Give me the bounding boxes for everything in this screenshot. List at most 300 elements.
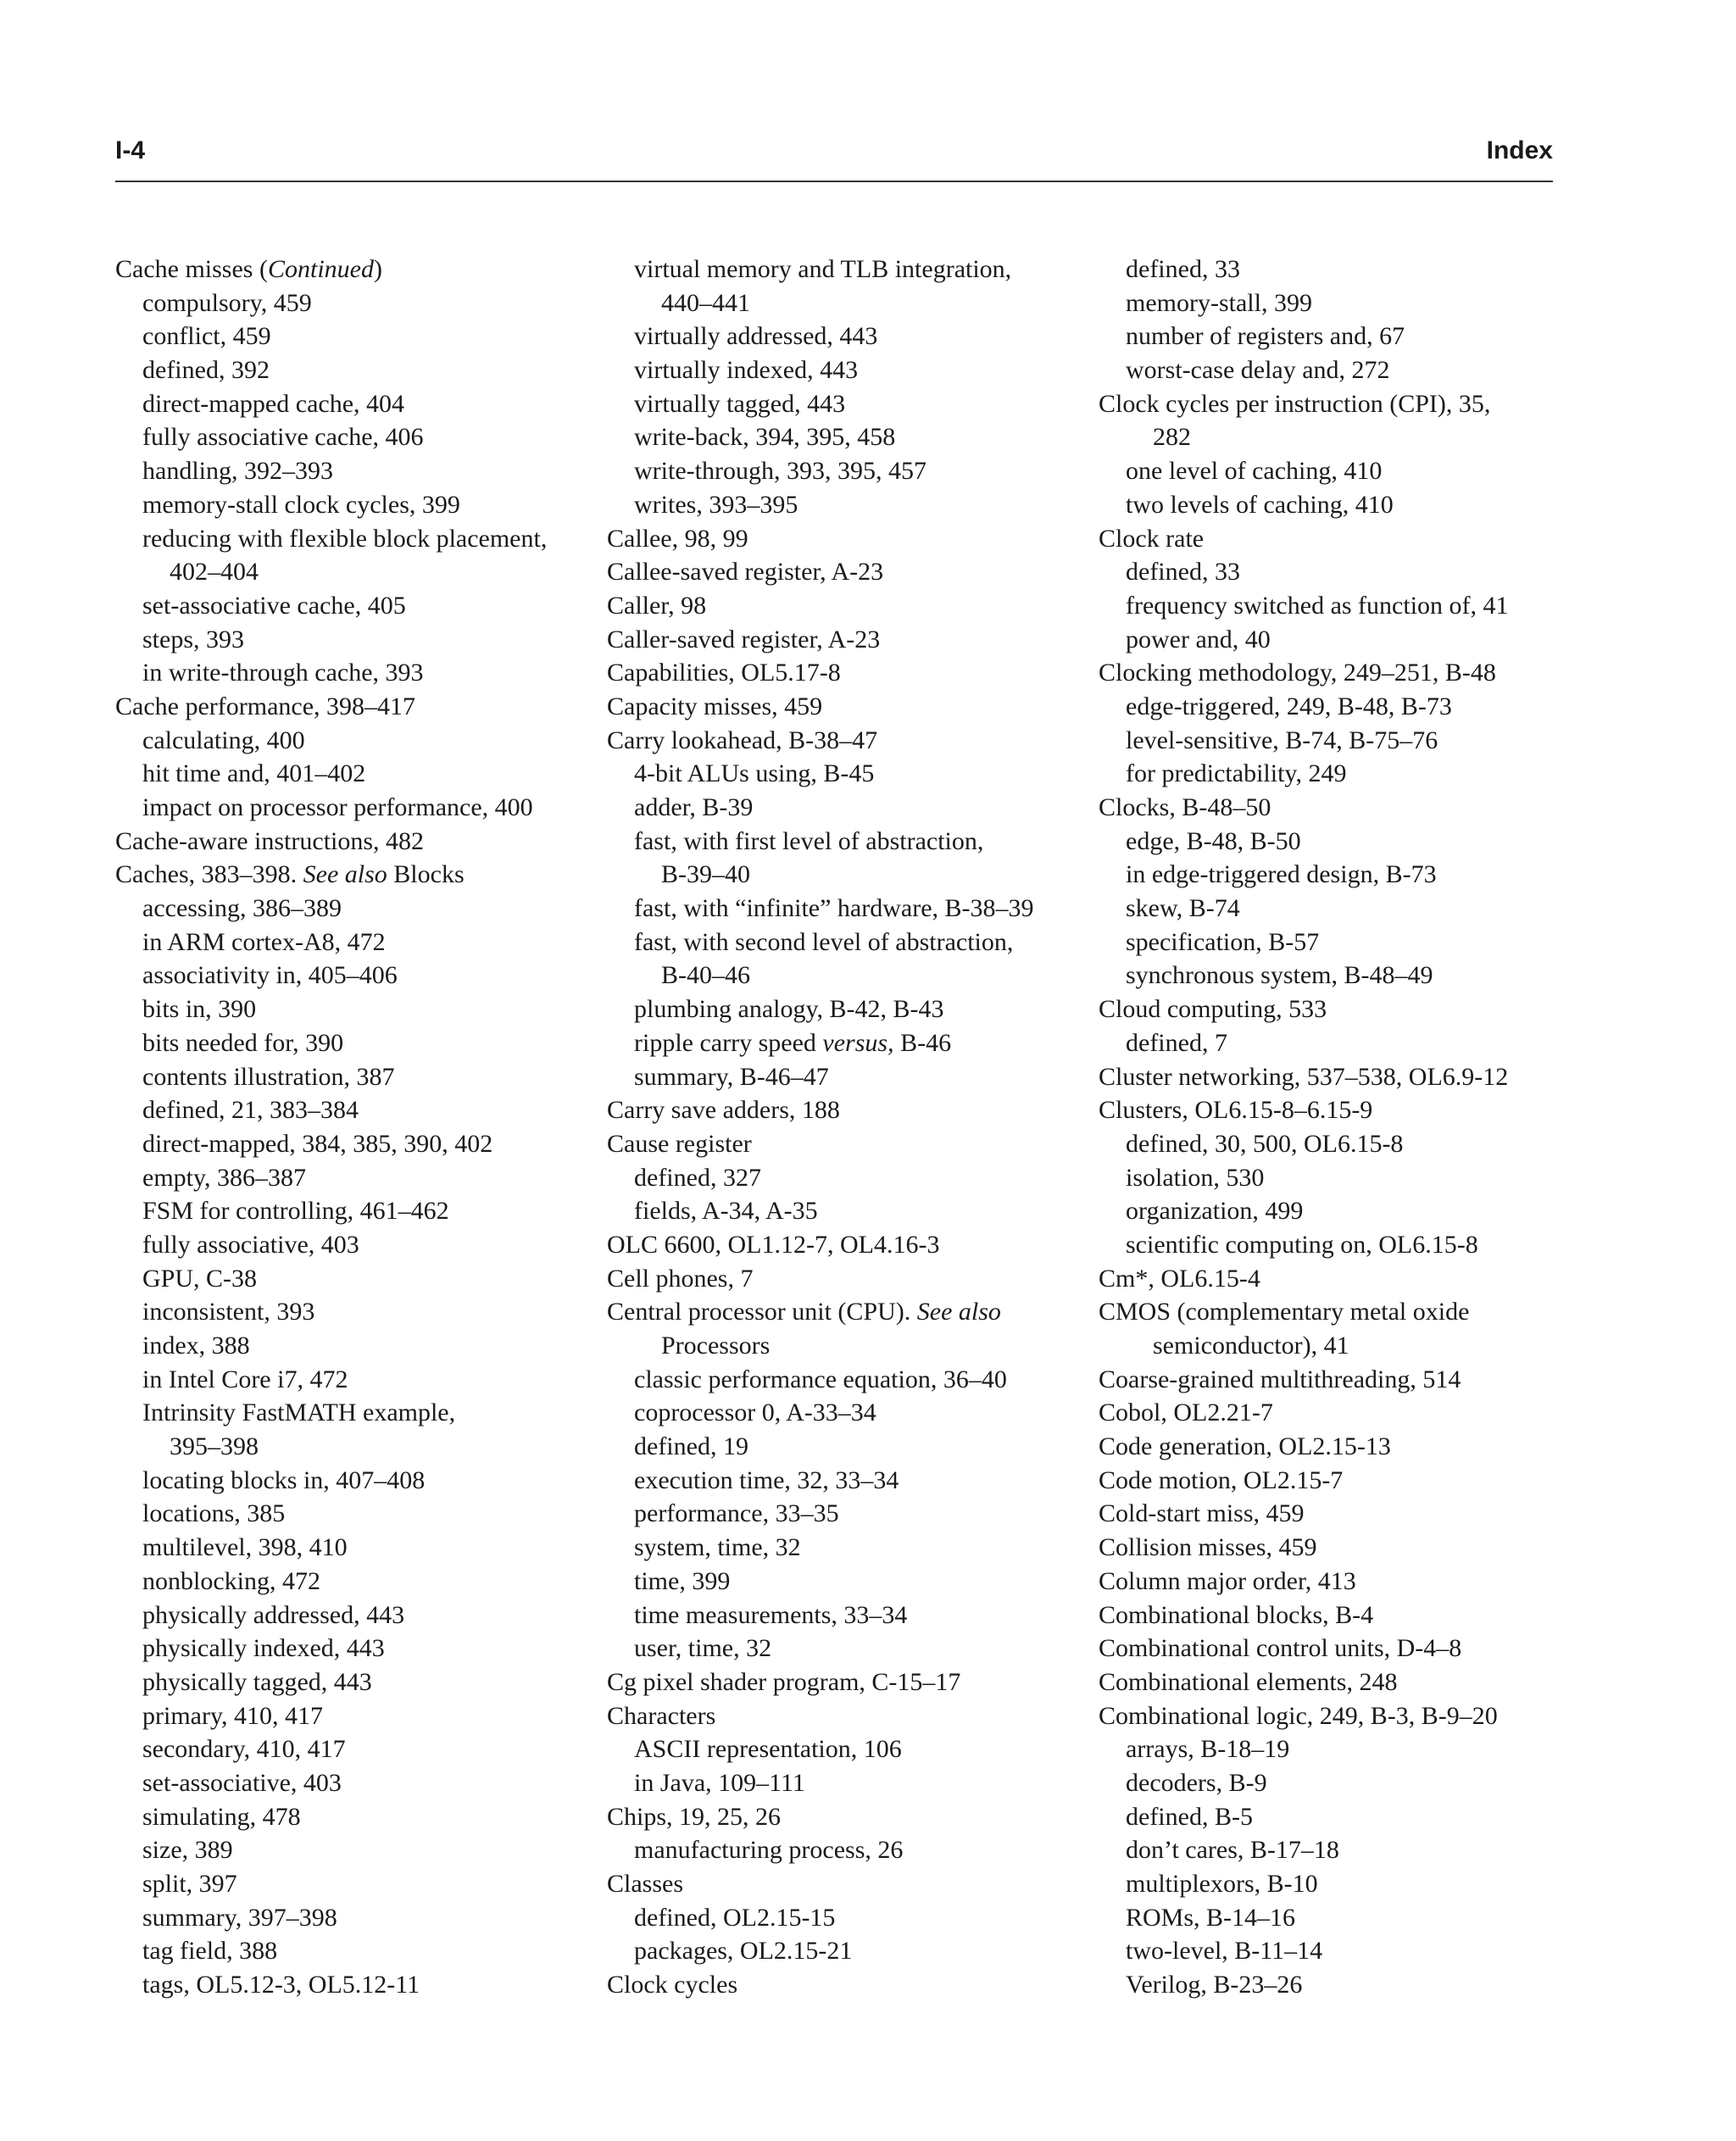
index-subentry <box>115 1565 590 1599</box>
index-text: write-back, 394, 395, 458 <box>634 423 896 452</box>
index-subentry <box>607 858 1082 892</box>
index-subentry <box>607 825 1082 859</box>
index-subentry <box>607 488 1082 522</box>
index-text: 4-bit ALUs using, B-45 <box>634 759 875 788</box>
index-text: semiconductor), 41 <box>1153 1332 1349 1360</box>
index-text-italic: See also <box>303 860 387 889</box>
index-subentry <box>607 1766 1082 1800</box>
index-text: split, 397 <box>142 1870 237 1898</box>
index-entry <box>115 858 590 892</box>
index-text: Cg pixel shader program, C-15–17 <box>607 1667 961 1696</box>
index-text: defined, OL2.15-15 <box>634 1903 836 1932</box>
index-text: secondary, 410, 417 <box>142 1735 346 1764</box>
index-entry <box>1099 1262 1573 1296</box>
index-subentry <box>607 1565 1082 1599</box>
index-text: Intrinsity FastMATH example, <box>142 1399 456 1427</box>
index-text: B-39–40 <box>661 860 750 889</box>
index-subentry <box>607 286 1082 320</box>
index-subentry <box>115 1934 590 1968</box>
index-text: number of registers and, 67 <box>1126 322 1405 351</box>
index-subentry <box>115 320 590 353</box>
index-text: user, time, 32 <box>634 1634 772 1663</box>
index-subentry <box>115 1093 590 1127</box>
index-text: inconsistent, 393 <box>142 1298 315 1326</box>
index-text: Classes <box>607 1870 683 1898</box>
index-text: Combinational blocks, B-4 <box>1099 1600 1374 1629</box>
index-text: Combinational logic, 249, B-3, B-9–20 <box>1099 1701 1498 1730</box>
index-entry <box>607 1666 1082 1699</box>
index-entry <box>1099 522 1573 556</box>
index-subentry <box>115 420 590 454</box>
index-text: Cm*, OL6.15-4 <box>1099 1264 1260 1293</box>
index-text: time measurements, 33–34 <box>634 1600 908 1629</box>
index-text: in ARM cortex-A8, 472 <box>142 927 386 956</box>
index-text: Cache-aware instructions, 482 <box>115 826 425 855</box>
index-subentry <box>115 1026 590 1060</box>
index-entry <box>607 1867 1082 1901</box>
index-subentry <box>1099 1228 1573 1262</box>
index-subentry <box>607 1060 1082 1094</box>
index-subentry <box>115 1228 590 1262</box>
index-text: Combinational control units, D-4–8 <box>1099 1634 1462 1663</box>
index-subentry <box>1099 892 1573 926</box>
index-subentry <box>607 1396 1082 1430</box>
index-text: Characters <box>607 1701 716 1730</box>
index-text: fields, A-34, A-35 <box>634 1197 818 1226</box>
index-subentry <box>607 757 1082 791</box>
index-text: steps, 393 <box>142 625 244 653</box>
index-text: B-40–46 <box>661 961 750 990</box>
index-entry <box>1099 1699 1573 1733</box>
index-subentry <box>1099 1833 1573 1867</box>
index-entry <box>1099 387 1573 421</box>
index-text: physically addressed, 443 <box>142 1600 405 1629</box>
index-text: B-46 <box>893 1028 952 1057</box>
running-head: Index <box>1486 136 1553 164</box>
index-subentry <box>115 656 590 690</box>
index-subentry <box>115 1161 590 1195</box>
index-text: Clusters, OL6.15-8–6.15-9 <box>1099 1096 1373 1125</box>
index-text: Coarse-grained multithreading, 514 <box>1099 1365 1461 1393</box>
index-text: adder, B-39 <box>634 793 754 821</box>
index-entry <box>607 1093 1082 1127</box>
index-subentry <box>1099 1127 1573 1161</box>
index-subentry <box>1099 757 1573 791</box>
index-subentry <box>607 1329 1082 1363</box>
index-text: Processors <box>661 1332 771 1360</box>
index-text: performance, 33–35 <box>634 1499 839 1528</box>
index-text: hit time and, 401–402 <box>142 759 366 788</box>
index-subentry <box>1099 1329 1573 1363</box>
index-subentry <box>607 387 1082 421</box>
index-entry <box>607 555 1082 589</box>
index-text: Caller, 98 <box>607 591 707 620</box>
index-subentry <box>115 993 590 1026</box>
index-subentry <box>115 1800 590 1834</box>
index-entry <box>1099 1464 1573 1498</box>
index-entry <box>1099 1599 1573 1632</box>
index-text: summary, B-46–47 <box>634 1062 829 1091</box>
index-entry <box>607 522 1082 556</box>
index-subentry <box>115 1968 590 2002</box>
index-subentry <box>115 1396 590 1430</box>
index-subentry <box>607 1430 1082 1464</box>
index-text: Cloud computing, 533 <box>1099 995 1327 1024</box>
index-subentry <box>1099 253 1573 286</box>
index-entry <box>607 1800 1082 1834</box>
index-text: virtual memory and TLB integration, <box>634 255 1012 283</box>
index-subentry <box>115 1262 590 1296</box>
index-subentry <box>115 1732 590 1766</box>
index-text: locating blocks in, 407–408 <box>142 1465 426 1494</box>
index-text: size, 389 <box>142 1836 233 1865</box>
index-text: nonblocking, 472 <box>142 1566 320 1595</box>
index-text: impact on processor performance, 400 <box>142 793 533 821</box>
index-text: direct-mapped cache, 404 <box>142 389 405 418</box>
index-text: multilevel, 398, 410 <box>142 1533 348 1562</box>
index-entry <box>1099 1295 1573 1329</box>
index-subentry <box>115 1766 590 1800</box>
index-entry <box>1099 656 1573 690</box>
index-text: Combinational elements, 248 <box>1099 1667 1398 1696</box>
index-subentry <box>1099 353 1573 387</box>
index-subentry <box>115 1833 590 1867</box>
index-entry <box>607 656 1082 690</box>
index-subentry <box>115 926 590 959</box>
index-column-1 <box>115 253 590 2002</box>
index-entry <box>1099 1497 1573 1531</box>
index-text: primary, 410, 417 <box>142 1701 324 1730</box>
index-text: memory-stall, 399 <box>1126 288 1312 317</box>
index-text: defined, 392 <box>142 356 270 385</box>
index-text: Capabilities, OL5.17-8 <box>607 659 841 687</box>
index-text: two-level, B-11–14 <box>1126 1937 1323 1966</box>
index-text: write-through, 393, 395, 457 <box>634 457 926 486</box>
index-text: Column major order, 413 <box>1099 1566 1356 1595</box>
index-subentry <box>1099 488 1573 522</box>
index-entry <box>607 1228 1082 1262</box>
index-text: locations, 385 <box>142 1499 286 1528</box>
index-text: 282 <box>1153 423 1191 452</box>
index-text: frequency switched as function of, 41 <box>1126 591 1509 620</box>
index-text: calculating, 400 <box>142 726 305 754</box>
index-text: isolation, 530 <box>1126 1163 1265 1192</box>
index-subentry <box>607 320 1082 353</box>
index-subentry <box>1099 420 1573 454</box>
index-text: plumbing analogy, B-42, B-43 <box>634 995 944 1024</box>
index-subentry <box>607 993 1082 1026</box>
index-entry <box>1099 1666 1573 1699</box>
index-subentry <box>607 1901 1082 1935</box>
index-subentry <box>115 286 590 320</box>
index-text: Cell phones, 7 <box>607 1264 754 1293</box>
index-subentry <box>607 1833 1082 1867</box>
index-column-3 <box>1099 253 1573 2002</box>
index-text: Clock cycles per instruction (CPI), 35, <box>1099 389 1491 418</box>
page-number: I-4 <box>115 136 146 164</box>
index-subentry <box>1099 825 1573 859</box>
index-text: fully associative, 403 <box>142 1230 359 1259</box>
index-subentry <box>1099 724 1573 758</box>
index-entry <box>115 253 590 286</box>
index-text: virtually addressed, 443 <box>634 322 878 351</box>
index-text: accessing, 386–389 <box>142 894 342 923</box>
index-entry <box>1099 1060 1573 1094</box>
index-text: virtually indexed, 443 <box>634 356 859 385</box>
index-subentry <box>1099 623 1573 657</box>
index-entry <box>1099 1430 1573 1464</box>
index-text: level-sensitive, B-74, B-75–76 <box>1126 726 1438 754</box>
index-subentry <box>607 1934 1082 1968</box>
index-entry <box>607 724 1082 758</box>
index-entry <box>607 1127 1082 1161</box>
index-subentry <box>1099 555 1573 589</box>
index-subentry <box>1099 1867 1573 1901</box>
index-subentry <box>115 1363 590 1397</box>
index-text: fast, with “infinite” hardware, B-38–39 <box>634 894 1034 923</box>
index-subentry <box>607 1599 1082 1632</box>
index-subentry <box>1099 690 1573 724</box>
index-subentry <box>1099 858 1573 892</box>
index-text: virtually tagged, 443 <box>634 389 846 418</box>
index-entry <box>115 825 590 859</box>
index-text-italic: versus, <box>822 1028 894 1057</box>
index-subentry <box>115 387 590 421</box>
index-text: 440–441 <box>661 288 750 317</box>
index-text: defined, 21, 383–384 <box>142 1096 359 1125</box>
index-subentry <box>607 1632 1082 1666</box>
index-subentry <box>607 454 1082 488</box>
index-text: skew, B-74 <box>1126 894 1240 923</box>
index-text: fast, with first level of abstraction, <box>634 826 984 855</box>
index-entry <box>1099 993 1573 1026</box>
index-text: set-associative cache, 405 <box>142 591 406 620</box>
index-subentry <box>607 1194 1082 1228</box>
index-text: ASCII representation, 106 <box>634 1735 902 1764</box>
index-subentry <box>115 1867 590 1901</box>
index-entry <box>607 1262 1082 1296</box>
index-text: one level of caching, 410 <box>1126 457 1383 486</box>
index-text: FSM for controlling, 461–462 <box>142 1197 449 1226</box>
index-subentry <box>115 959 590 993</box>
index-text: Cache misses ( <box>115 255 268 283</box>
index-text: in edge-triggered design, B-73 <box>1126 860 1437 889</box>
index-text: Cluster networking, 537–538, OL6.9-12 <box>1099 1062 1509 1091</box>
index-text: 402–404 <box>170 558 259 587</box>
index-subentry <box>115 1430 590 1464</box>
index-text: two levels of caching, 410 <box>1126 490 1394 519</box>
index-text: memory-stall clock cycles, 399 <box>142 490 460 519</box>
index-text: Cause register <box>607 1129 752 1158</box>
index-text: Blocks <box>387 860 465 889</box>
index-text-italic: See also <box>916 1298 1001 1326</box>
index-text: CMOS (complementary metal oxide <box>1099 1298 1470 1326</box>
index-text: set-associative, 403 <box>142 1768 342 1797</box>
index-subentry <box>1099 589 1573 623</box>
index-subentry <box>115 522 590 556</box>
index-entry <box>1099 1531 1573 1565</box>
index-subentry <box>115 1699 590 1733</box>
index-text: defined, 33 <box>1126 255 1240 283</box>
index-text: Caller-saved register, A-23 <box>607 625 881 653</box>
index-subentry <box>607 420 1082 454</box>
index-entry <box>607 1968 1082 2002</box>
index-text: reducing with flexible block placement, <box>142 524 548 553</box>
index-text: index, 388 <box>142 1332 250 1360</box>
index-subentry <box>115 724 590 758</box>
index-column-2 <box>607 253 1082 2002</box>
index-subentry <box>1099 1161 1573 1195</box>
index-subentry <box>115 1531 590 1565</box>
index-text: ROMs, B-14–16 <box>1126 1903 1296 1932</box>
index-text-italic: Continued <box>267 255 374 283</box>
index-entry <box>607 589 1082 623</box>
index-text: Clock rate <box>1099 524 1205 553</box>
index-text: summary, 397–398 <box>142 1903 337 1932</box>
index-text: 395–398 <box>170 1432 259 1461</box>
index-text: associativity in, 405–406 <box>142 961 398 990</box>
index-text: defined, 327 <box>634 1163 761 1192</box>
index-text: physically tagged, 443 <box>142 1667 372 1696</box>
index-subentry <box>115 454 590 488</box>
index-text: Clocks, B-48–50 <box>1099 793 1271 821</box>
index-subentry <box>607 1464 1082 1498</box>
index-entry <box>1099 1363 1573 1397</box>
index-text: handling, 392–393 <box>142 457 333 486</box>
index-subentry <box>115 1464 590 1498</box>
index-subentry <box>607 892 1082 926</box>
index-subentry <box>607 353 1082 387</box>
index-subentry <box>1099 1766 1573 1800</box>
index-subentry <box>1099 1732 1573 1766</box>
index-text: ripple carry speed <box>634 1028 823 1057</box>
index-text: contents illustration, 387 <box>142 1062 395 1091</box>
index-subentry <box>607 1363 1082 1397</box>
index-subentry <box>1099 926 1573 959</box>
index-text: ) <box>373 255 382 283</box>
index-entry <box>1099 1632 1573 1666</box>
index-subentry <box>115 1666 590 1699</box>
index-subentry <box>115 353 590 387</box>
index-text: defined, 19 <box>634 1432 748 1461</box>
index-text: physically indexed, 443 <box>142 1634 385 1663</box>
index-text: in Java, 109–111 <box>634 1768 805 1797</box>
index-subentry <box>115 623 590 657</box>
index-subentry <box>607 1497 1082 1531</box>
index-subentry <box>1099 320 1573 353</box>
index-text: classic performance equation, 36–40 <box>634 1365 1007 1393</box>
index-text: synchronous system, B-48–49 <box>1126 961 1433 990</box>
index-subentry <box>115 1060 590 1094</box>
index-text: Callee, 98, 99 <box>607 524 748 553</box>
index-entry <box>115 690 590 724</box>
index-text: fully associative cache, 406 <box>142 423 424 452</box>
index-subentry <box>607 926 1082 959</box>
index-text: specification, B-57 <box>1126 927 1320 956</box>
index-text: Cobol, OL2.21-7 <box>1099 1399 1273 1427</box>
index-entry <box>607 1295 1082 1329</box>
index-subentry <box>1099 1901 1573 1935</box>
index-subentry <box>115 791 590 825</box>
index-subentry <box>607 791 1082 825</box>
index-text: defined, B-5 <box>1126 1802 1253 1831</box>
index-text: coprocessor 0, A-33–34 <box>634 1399 876 1427</box>
index-text: Verilog, B-23–26 <box>1126 1971 1303 1999</box>
index-text: bits in, 390 <box>142 995 257 1024</box>
index-text: Cold-start miss, 459 <box>1099 1499 1305 1528</box>
index-text: OLC 6600, OL1.12-7, OL4.16-3 <box>607 1230 940 1259</box>
index-text: tags, OL5.12-3, OL5.12-11 <box>142 1971 420 1999</box>
index-subentry <box>607 1732 1082 1766</box>
index-text: Capacity misses, 459 <box>607 692 823 720</box>
index-text: edge-triggered, 249, B-48, B-73 <box>1126 692 1452 720</box>
index-subentry <box>115 1901 590 1935</box>
index-text: GPU, C-38 <box>142 1264 258 1293</box>
index-text: in write-through cache, 393 <box>142 659 424 687</box>
index-text: simulating, 478 <box>142 1802 301 1831</box>
index-subentry <box>1099 286 1573 320</box>
index-subentry <box>1099 1968 1573 2002</box>
index-text: Collision misses, 459 <box>1099 1533 1317 1562</box>
index-subentry <box>607 1026 1082 1060</box>
index-text: Carry save adders, 188 <box>607 1096 840 1125</box>
index-text: defined, 30, 500, OL6.15-8 <box>1126 1129 1404 1158</box>
index-text: fast, with second level of abstraction, <box>634 927 1014 956</box>
index-entry <box>607 1699 1082 1733</box>
index-subentry <box>607 1161 1082 1195</box>
index-subentry <box>115 757 590 791</box>
index-subentry <box>607 959 1082 993</box>
index-text: arrays, B-18–19 <box>1126 1735 1290 1764</box>
index-text: Caches, 383–398. <box>115 860 303 889</box>
index-text: Clocking methodology, 249–251, B-48 <box>1099 659 1496 687</box>
index-text: multiplexors, B-10 <box>1126 1870 1318 1898</box>
index-text: bits needed for, 390 <box>142 1028 344 1057</box>
index-entry <box>1099 1565 1573 1599</box>
index-entry <box>1099 791 1573 825</box>
index-subentry <box>1099 1026 1573 1060</box>
index-subentry <box>115 1127 590 1161</box>
index-subentry <box>115 555 590 589</box>
index-text: defined, 33 <box>1126 558 1240 587</box>
index-text: Central processor unit (CPU). <box>607 1298 917 1326</box>
index-subentry <box>115 1329 590 1363</box>
index-text: Code generation, OL2.15-13 <box>1099 1432 1391 1461</box>
index-text: system, time, 32 <box>634 1533 801 1562</box>
index-subentry <box>115 1632 590 1666</box>
index-text: for predictability, 249 <box>1126 759 1347 788</box>
index-text: packages, OL2.15-21 <box>634 1937 853 1966</box>
index-subentry <box>115 1599 590 1632</box>
index-text: worst-case delay and, 272 <box>1126 356 1390 385</box>
index-entry <box>1099 1093 1573 1127</box>
index-text: Code motion, OL2.15-7 <box>1099 1465 1344 1494</box>
index-subentry <box>1099 959 1573 993</box>
index-subentry <box>115 1497 590 1531</box>
index-entry <box>607 623 1082 657</box>
index-text: conflict, 459 <box>142 322 271 351</box>
index-subentry <box>1099 1800 1573 1834</box>
index-text: in Intel Core i7, 472 <box>142 1365 348 1393</box>
index-text: defined, 7 <box>1126 1028 1227 1057</box>
index-text: don’t cares, B-17–18 <box>1126 1836 1339 1865</box>
index-text: organization, 499 <box>1126 1197 1304 1226</box>
index-text: direct-mapped, 384, 385, 390, 402 <box>142 1129 493 1158</box>
index-subentry <box>1099 1934 1573 1968</box>
index-subentry <box>115 589 590 623</box>
index-text: power and, 40 <box>1126 625 1271 653</box>
index-text: compulsory, 459 <box>142 288 312 317</box>
